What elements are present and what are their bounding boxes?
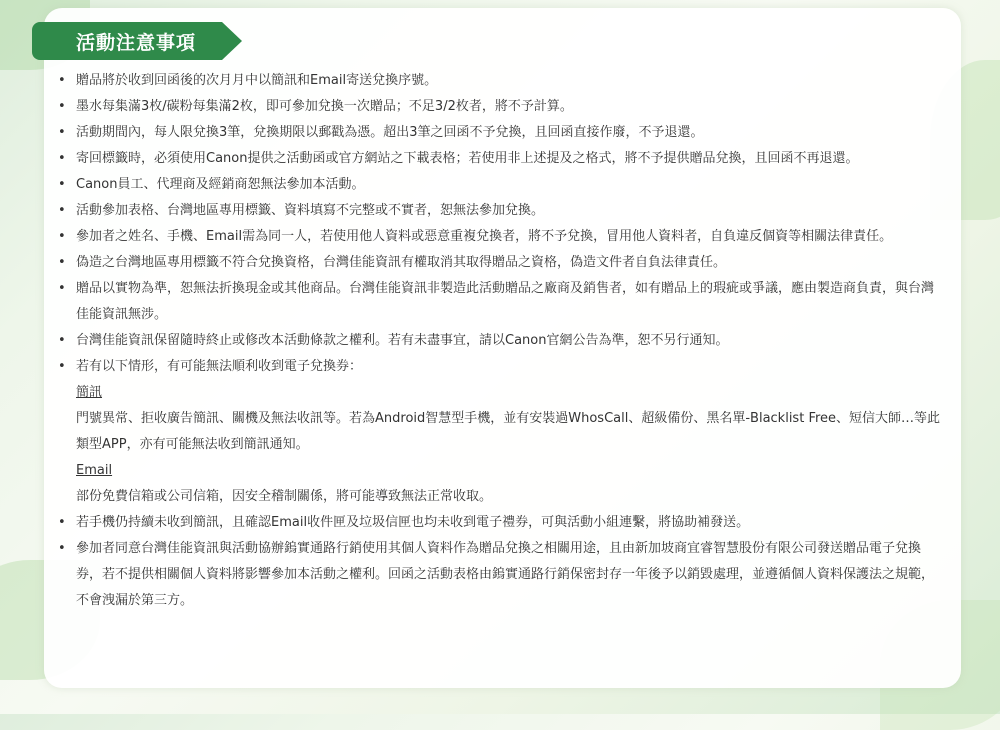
list-item: • 參加者同意台灣佳能資訊與活動協辦鎢實通路行銷使用其個人資料作為贈品兌換之相關用途，且由新加坡商宜睿智慧股份有限公司發送贈品電子兌換券，若不提供相關個人資料將影響參加本活動之權利。回函之活動表格由鎢實通路行銷保密封存一年後予以銷毀處理，並遵循個人資料保護法之規範，不會洩漏於第三方。 (56, 536, 946, 614)
list-item: • 參加者之姓名、手機、Email需為同一人，若使用他人資料或惡意重複兌換者，將不予兌換，冒用他人資料者，自負違反個資等相關法律責任。 (56, 224, 946, 250)
list-item: • 若有以下情形，有可能無法順利收到電子兌換券： (56, 354, 946, 380)
title-ribbon (32, 22, 244, 60)
list-item: • Canon員工、代理商及經銷商恕無法參加本活動。 (56, 172, 946, 198)
list-item: • 活動期間內，每人限兌換3筆，兌換期限以郵戳為憑。超出3筆之回函不予兌換，且回函直接作廢，不予退還。 (56, 120, 946, 146)
email-text: 部份免費信箱或公司信箱，因安全稽制關係，將可能導致無法正常收取。 (76, 489, 493, 504)
list-item: • 若手機仍持續未收到簡訊，且確認Email收件匣及垃圾信匣也均未收到電子禮券，可與活動小組連繫，將協助補發送。 (56, 510, 946, 536)
sms-heading: 簡訊 (76, 385, 103, 400)
list-item: • 贈品將於收到回函後的次月月中以簡訊和Email寄送兌換序號。 (56, 68, 946, 94)
list-item: • 活動參加表格、台灣地區專用標籤、資料填寫不完整或不實者，恕無法參加兌換。 (56, 198, 946, 224)
page-title: 活動注意事項 (76, 31, 197, 54)
email-heading: Email (76, 463, 113, 478)
sms-text: 門號異常、拒收廣告簡訊、關機及無法收訊等。若為Android智慧型手機，並有安裝過WhosCall、超級備份、黑名單-Blacklist Free、短信大師…等此類型APP，亦有可能無法收到簡訊通知。 (76, 411, 941, 452)
list-item: • 偽造之台灣地區專用標籤不符合兌換資格，台灣佳能資訊有權取消其取得贈品之資格，偽造文件者自負法律責任。 (56, 250, 946, 276)
notes-list (56, 68, 946, 614)
list-item: • 贈品以實物為準，恕無法折換現金或其他商品。台灣佳能資訊非製造此活動贈品之廠商及銷售者，如有贈品上的瑕疵或爭議，應由製造商負責，與台灣佳能資訊無涉。 (56, 276, 946, 328)
ribbon-arrow-icon (222, 22, 242, 60)
list-item: • 台灣佳能資訊保留隨時終止或修改本活動條款之權利。若有未盡事宜，請以Canon官網公告為準，恕不另行通知。 (56, 328, 946, 354)
list-item: • 墨水每集滿3枚/碳粉每集滿2枚，即可參加兌換一次贈品；不足3/2枚者，將不予計算。 (56, 94, 946, 120)
list-item: • 寄回標籤時，必須使用Canon提供之活動函或官方網站之下載表格；若使用非上述提及之格式，將不予提供贈品兌換，且回函不再退還。 (56, 146, 946, 172)
